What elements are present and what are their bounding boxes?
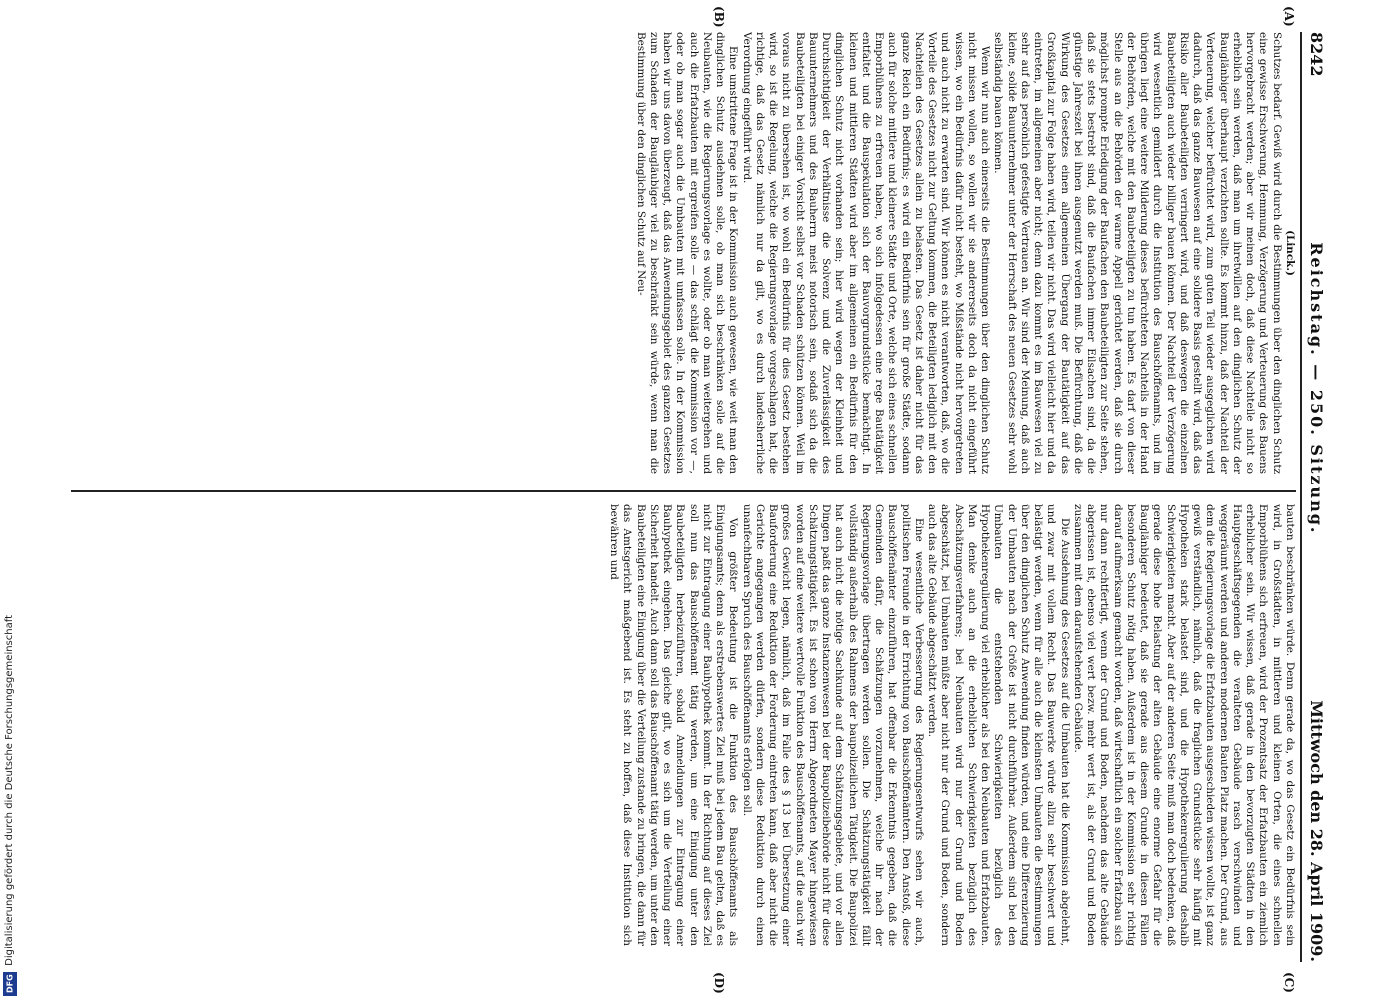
session-date: Mittwoch den 28. April 1909. (1307, 700, 1326, 962)
page-number: 8242 (1307, 32, 1326, 77)
header-rule (1300, 32, 1302, 962)
speaker-name: (Linck.) (1284, 230, 1296, 276)
left-column (71, 32, 1296, 474)
paragraph: Wenn wir nun auch einerseits die Bestimmungen über den dinglichen Schutz nicht missen wollen, so wollen wir sie andererseits doch da nicht eingeführt wissen, wo ein Bedürfnis dafür nicht besteht, wo Mißstände nicht hervorgetreten und auch nicht zu erwarten sind. Wir können es nicht verantworten, daß, wo die Vorteile des Gesetzes nicht zur Geltung kommen, die Beteiligten lediglich mit den Nachteilen des Gesetzes allein zu belasten. Das Gesetz ist daher nicht für das ganze Reich ein Bedürfnis; es wird ein Bedürfnis sein für große Städte, sodann auch für solche mittlere und kleinere Städte und Orte, welche sich eines schnellen Emporblühens zu erfreuen haben, wo sich infolgedessen eine rege Bautätigkeit entfaltet und die Bauspekulation sich der Bauvorgrundstücke bemächtigt. In kleinen und mittleren Städten wird aber im allgemeinen ein Bedürfnis für den dinglichen Schutz nicht vorhanden sein; hier wird wegen der Kleinheit und Durchsichtigkeit der Verhältnisse die Solvenz und die Zuverlässigkeit des Bauunternehmers und des Bauherrn meist notorisch sein, sodaß sich da die Baubeteiligten bei einiger Vorsicht selbst vor Schaden schützen können. Weil im voraus nicht zu übersehen ist, wo wohl ein Bedürfnis für dies Gesetz bestehen wird, so ist die Regelung, welche die Regierungsvorlage vorgeschlagen hat, die richtige, daß das Gesetz nämlich nur da gilt, wo es durch landesherrliche Verordnung eingeführt wird. (740, 32, 992, 474)
right-column (71, 504, 1296, 946)
paragraph: Von größter Bedeutung ist die Funktion des Bauschöffenamts als Einigungsamts; denn als erstrebenswertes Ziel muß bei jedem Bau gelten, daß es nicht zur Eintragung einer Bauhypothek kommt. In der Richtung auf dieses Ziel soll nun das Bauschöffenamt tätig werden, um eine Einigung unter den Baubeteiligten herbeizuführen, sobald Anmeldungen zur Eintragung einer Bauhypothek eingehen. Das gleiche gilt, wo es sich um die Verteilung einer Sicherheit handelt. Auch dann soll das Bauschöffenamt tätig werden, um unter den Baubeteiligten eine Einigung über die Verteilung zustande zu bringen, die dann für das Amtsgericht maßgebend ist. Es steht zu hoffen, daß diese Institution sich bewähren und (608, 504, 740, 946)
document-page (66, 6, 1326, 994)
column-divider (71, 490, 1296, 492)
page-header (1304, 32, 1326, 962)
digitization-credit (0, 0, 22, 1000)
paragraph: Schutzes bedarf. Gewiß wird durch die Bestimmungen über den dinglichen Schutz eine gewisse Erschwerung, Hemmung, Verzögerung und Verteuerung des Bauens hervorgebracht werden; aber wir meinen doch, daß diese Nachteile nicht so erheblich sein werden, daß man um ihretwillen auf den dinglichen Schutz der Bauglänbiger überhaupt verzichten sollte. Es kommt hinzu, daß der Nachteil der Verteuerung, welcher befürchtet wird, zum guten Teil wieder ausgeglichen wird dadurch, daß das ganze Bauwesen auf eine solidere Basis gestellt wird, daß das Risiko aller Baubeteiligten verringert wird, und daß deswegen die einzelnen Baubeteiligten auch wieder billiger bauen können. Der Nachteil der Verzögerung wird wesentlich gemildert durch die Institution des Bauschöffenamts, und im übrigen liegt eine weitere Milderung dieses befürchteten Nachteils in der Hand der Behörden, welche mit den Baubeteiligten zu tun haben. Es darf von dieser Stelle aus an die Behörden der warme Appell gerichtet werden, daß sie durch möglichst prompte Erledigung der Baufachen den Baubeteiligten zur Seite stehen, daß sie stets bestrebt sind, daß die Baufachen immer Eilsachen sind, da die günstige Jahreszeit bei ihnen ausgenutzt werden muß. Die Befürchtung, daß die Wirkung des Gesetzes einen allgemeinen Übergang der Bautätigkeit auf das Großkapital zur Folge haben wird, teilen wir nicht. Das wird vielleicht hier und da eintreten, im allgemeinen aber nicht; denn dazu kommt es im Bauwesen viel zu sehr auf das persönlich gefestigte Vertrauen an. Wir sind der Meinung, daß auch kleine, solide Bauunternehmer unter der Herrschaft des neuen Gesetzes sehr wohl selbständig bauen können. (992, 32, 1283, 474)
running-title: Reichstag. — 250. Sitzung. (1307, 242, 1326, 535)
paragraph: bauten beschränken würde. Denn gerade da, wo das Gesetz ein Bedürfnis sein wird, in Großstädten, in mittleren und kleinen Orten, die eines schnellen Emporblühens sich erfreuen, wird der Prozentsatz der Erfatzbauten ein ziemlich erheblicher sein. Wir wissen, daß gerade in den bevorzugten Städten in den Hauptgeschäftsgegenden die veralteten Gebäude rasch verschwinden und weggeräumt werden und anderen modernen Bauten Platz machen. Der Grund, aus dem die Regierungsvorlage die Erfatzbauten ausgeschieden wissen wollte, ist ganz gewiß verständlich, nämlich, daß die fraglichen Grundstücke sehr häufig mit Hypotheken stark belastet sind, und die Hypothekenregulierung deshalb Schwierigkeiten macht. Aber auf der anderen Seite muß man doch bedenken, daß gerade diese hohe Belastung der alten Gebäude eine enorme Gefahr für die Bauglänbiger bedeutet, daß sie gerade aus diesem Grunde in diesen Fällen besonderen Schutz nötig haben. Außerdem ist in der Kommission sehr richtig darauf aufmerksam gemacht worden, daß wirtschaftlich ein solcher Erfatzbau sich nur dann rechtfertigt, wenn der Grund und Boden, nachdem das alte Gebäude abgerissen ist, ebenso viel wert bezw. mehr wert ist, als der Grund und Boden zusammen mit dem daraufstehenden Gebäude. (1072, 504, 1296, 946)
margin-marker-a: (A) (1282, 6, 1296, 27)
paragraph: Eine wesentliche Verbesserung des Regierungsentwurfs sehen wir auch, politischen Freunde in der Errichtung von Bauschöffenämtern. Den Anstoß, diese Bauschöffenämter einzuführen, hat offenbar die Erkenntnis gegeben, daß die Gemeinden dafür, die Schätzungen vorzunehmen, welche ihr nach der Regierungsvorlage übertragen werden sollen. Die Schätzungstätigkeit fällt vollständig außerhalb des Rahmens der baupolizeilichen Tätigkeit. Die Baupolizei hat auch nicht die nötige Sachkunde auf dem Schätzungsgebiete, und vor allen Dingen paßt das ganze Instanzenwesen bei der Baupolizeibehörde nicht für diese Schätzungstätigkeit. Es ist schon von Herrn Abgeordneten Mayer hingewiesen worden auf eine weitere wertvolle Funktion des Bauschöffenamts, auf die auch wir großes Gewicht legen, nämlich, daß im Falle des § 13 bei Übersetzung einer Bauforderung eine Reduktion der Forderung eintreten kann, daß aber nicht die Gerichte angegangen werden dürfen, sondern diese Reduktion durch einen unanfechtbaren Spruch des Bauschöffenamts erfolgen soll. (740, 504, 925, 946)
credit-text: Digitalisierung gefördert durch die Deutsche Forschungsgemeinschaft (4, 615, 15, 966)
dfg-logo: DFG (3, 972, 17, 996)
margin-marker-d: (D) (712, 972, 726, 994)
paragraph: Die Ausdehnung des Gesetzes auf die Umbauten hat die Kommission abgelehnt, und zwar mit vollem Recht. Das Bauwerke würde allzu sehr beschwert und belästigt werden, wenn für alle auch die kleinsten Umbauten die Bestimmungen über den dinglichen Schutz Anwendung finden würden, und eine Differenzierung der Umbauten nach der Größe ist nicht durchführbar. Außerdem sind bei den Umbauten die entstehenden Schwierigkeiten bezüglich des Hypothekenregulierung viel erheblicher als bei den Neubauten und Erfatzbauten. Man denke auch an die erheblichen Schwierigkeiten bezüglich des Abschätzungsverfahrens; bei Neubauten wird nur der Grund und Boden abgeschätzt, bei Umbauten müßte aber nicht nur der Grund und Boden, sondern auch das alte Gebäude abgeschätzt werden. (926, 504, 1071, 946)
margin-marker-b: (B) (712, 6, 726, 28)
margin-marker-c: (C) (1282, 972, 1296, 993)
paragraph: Eine umstrittene Frage ist in der Kommission auch gewesen, wie weit man den dinglichen Schutz ausdehnen solle, ob man sich beschränken solle auf die Neubauten, wie die Regierungsvorlage es wollte, oder ob man weitergehen und auch die Erfatzbauten mit ergreifen solle — das schlägt die Kommission vor —, oder ob man sogar auch die Umbauten mit umfassen solle. In der Kommission haben wir uns davon überzeugt, daß das Anwendungsgebiet des ganzen Gesetzes zum Schaden der Baugläubiger viel zu beschränkt sein würde, wenn man die Bestimmung über den dinglichen Schutz auf Neu- (634, 32, 740, 474)
